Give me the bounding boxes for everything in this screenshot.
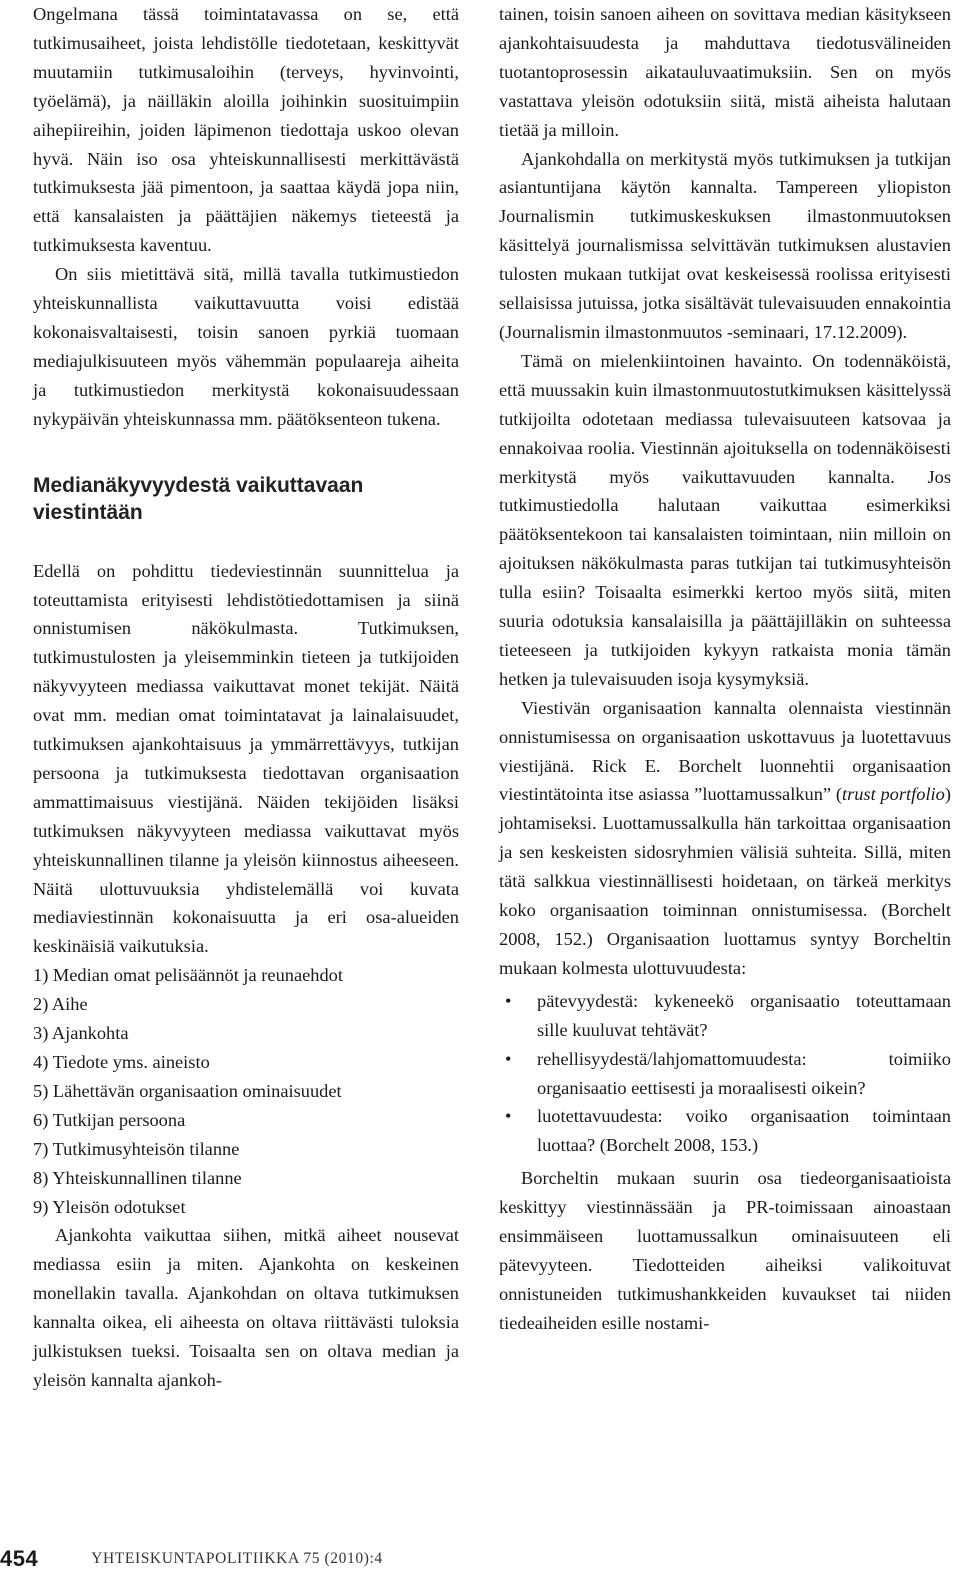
trust-dimensions-list [499, 987, 951, 1160]
right-paragraph-4 [499, 694, 951, 983]
page-number: 454 [0, 1546, 39, 1571]
list-item: 2) Aihe [33, 994, 88, 1015]
right-paragraph-2: Ajankohdalla on merkitystä myös tutkimuksen ja tutkijan asiantuntijana käytön kannalta. Tampereen yliopiston Journalismin tutkimuskeskuksen ilmastonmuutoksen käsittelyä journalismissa selvittävän tutkimuksen alustavien tulosten mukaan tutkijat ovat keskeisessä roolissa erityisesti sellaisissa jutuissa, jotka sisältävät tulevaisuuden ennakointia (Journalismin ilmastonmuutos -seminaari, 17.12.2009). [499, 148, 951, 342]
list-item: 3) Ajankohta [33, 1023, 129, 1044]
left-column [33, 0, 459, 1395]
list-item: 4) Tiedote yms. aineisto [33, 1052, 210, 1072]
factor-list [33, 961, 459, 1221]
left-paragraph-1: Ongelmana tässä toimintatavassa on se, että tutkimusaiheet, joista lehdistölle tiedotetaan, keskittyvät muutamiin tutkimusaloihin (terveys, hyvinvointi, työelämä), ja näilläkin aloilla joihinkin suosituimpiin aihepiireihin, joiden läpimenon tiedottaja uskoo olevan hyvä. Näin iso osa yhteiskunnallisesti merkittävästä tutkimuksesta jää pimentoon, ja saattaa käydä jopa niin, että kansalaisten ja päättäjien näkemys tieteestä ja tutkimuksesta kaventuu. [33, 4, 459, 256]
italic-term: trust portfolio [841, 784, 945, 805]
bullet-item: • luotettavuudesta: voiko organisaation toimintaan luottaa? (Borchelt 2008, 153.) [499, 1102, 951, 1160]
section-heading: Medianäkyvyydestä vaikuttavaan viestintään [33, 473, 364, 524]
right-paragraph-3: Tämä on mielenkiintoinen havainto. On todennäköistä, että muussakin kuin ilmastonmuutostutkimuksen käsittelyssä tutkijoilta odotetaan mediassa tulevaisuuteen katsovaa ja ennakoivaa roolia. Viestinnän ajoituksella on todennäköisesti merkitystä myös vaikuttavuuden kannalta. Jos tutkimustiedolla halutaan vaikuttaa esimerkiksi päätöksentekoon tai kansalaisten toimintaan, niin milloin on ajoituksen näkökulmasta paras tutkijan tai tutkimusyhteisön tulla esiin? Toisaalta esimerkki kertoo myös siitä, miten suuria odotuksia kansalaisilla ja päättäjilläkin on suhteessa tieteeseen ja tutkijoiden kykyyn ratkaista monia tämän hetken ja tulevaisuuden isoja kysymyksiä. [499, 350, 951, 689]
right-paragraph-1: tainen, toisin sanoen aiheen on sovittava median käsitykseen ajankohtaisuudesta ja mahduttava tiedotusvälineiden tuotantoprosessin aikatauluvaatimuksiin. Sen on myös vastattava yleisön odotuksiin siitä, mistä aiheista halutaan tietää ja milloin. [499, 4, 951, 140]
list-item: 5) Lähettävän organisaation ominaisuudet [33, 1080, 342, 1101]
left-paragraph-3: Edellä on pohdittu tiedeviestinnän suunnittelua ja toteuttamista erityisesti lehdistötiedottamisen ja siinä onnistumisen näkökulmasta. Tutkimuksen, tutkimustulosten ja yleisemminkin tieteen ja tutkijoiden näkyvyyteen mediassa vaikuttavat monet tekijät. Näitä ovat mm. median omat toimintatavat ja lainalaisuudet, tutkimuksen ajankohtaisuus ja ymmärrettävyys, tutkijan persoona ja tutkimuksesta tiedottavan organisaation ammattimaisuus viestijänä. Näiden tekijöiden lisäksi tutkimuksen näkyvyyteen mediassa vaikuttavat myös yhteiskunnallinen tilanne ja yleisön kiinnostus aiheeseen. Näitä ulottuvuuksia yhdistelemällä voi kuvata mediaviestinnän kokonaisuutta ja eri osa-alueiden keskinäisiä vaikutuksia. [33, 560, 459, 957]
journal-name: YHTEISKUNTAPOLITIIKKA 75 (2010):4 [91, 1550, 383, 1567]
paragraph-text: ) johtamiseksi. Luottamussalkulla hän tarkoittaa organisaation ja sen keskeisten sidosryhmien välisiä suhteita. Sillä, miten tätä salkkua viestinnällisesti hoidetaan, on tärkeä merkitys koko organisaation toiminnan onnistumisessa. (Borchelt 2008, 152.) Organisaation luottamus syntyy Borcheltin mukaan kolmesta ulottuvuudesta: [499, 784, 951, 978]
bullet-item: • pätevyydestä: kykeneekö organisaatio toteuttamaan sille kuuluvat tehtävät? [499, 987, 951, 1045]
list-item: 1) Median omat pelisäännöt ja reunaehdot [33, 965, 343, 986]
list-item: 6) Tutkijan persoona [33, 1109, 186, 1130]
paragraph-text: Viestivän organisaation kannalta olennaista viestinnän onnistumisessa on organisaation uskottavuus ja luotettavuus viestijänä. Rick E. Borchelt luonnehtii organisaation viestintätointa itse asiassa ”luottamussalkun” ( [499, 697, 951, 805]
list-item: 9) Yleisön odotukset [33, 1196, 186, 1217]
page-footer [0, 1540, 383, 1578]
left-paragraph-4: Ajankohta vaikuttaa siihen, mitkä aiheet nousevat mediassa esiin ja miten. Ajankohta on keskeinen monellakin tavalla. Ajankohdan on oltava tutkimuksen kannalta oikea, eli aiheesta on oltava riittävästi tuloksia julkistuksen tueksi. Toisaalta sen on oltava median ja yleisön kannalta ajankoh- [33, 1225, 459, 1390]
bullet-item: • rehellisyydestä/lahjomattomuudesta: toimiiko organisaatio eettisesti ja moraalisesti oikein? [499, 1045, 951, 1103]
right-column [499, 0, 951, 1338]
right-paragraph-5: Borcheltin mukaan suurin osa tiedeorganisaatioista keskittyy viestinnässään ja PR-toimissaan ainoastaan ensimmäiseen luottamussalkun ominaisuuteen eli pätevyyteen. Tiedotteiden aiheiksi valikoituvat onnistuneiden tutkimushankkeiden kuvaukset tai niiden tiedeaiheiden esille nostami- [499, 1168, 951, 1333]
left-paragraph-2: On siis mietittävä sitä, millä tavalla tutkimustiedon yhteiskunnallista vaikuttavuutta voisi edistää kokonaisvaltaisesti, toisin sanoen pyrkiä tuomaan mediajulkisuuteen myös vähemmän populaareja aiheita ja tutkimustiedon merkitystä kokonaisuudessaan nykypäivän yhteiskunnassa mm. päätöksenteon tukena. [33, 264, 459, 429]
list-item: 7) Tutkimusyhteisön tilanne [33, 1138, 240, 1159]
list-item: 8) Yhteiskunnallinen tilanne [33, 1167, 242, 1188]
